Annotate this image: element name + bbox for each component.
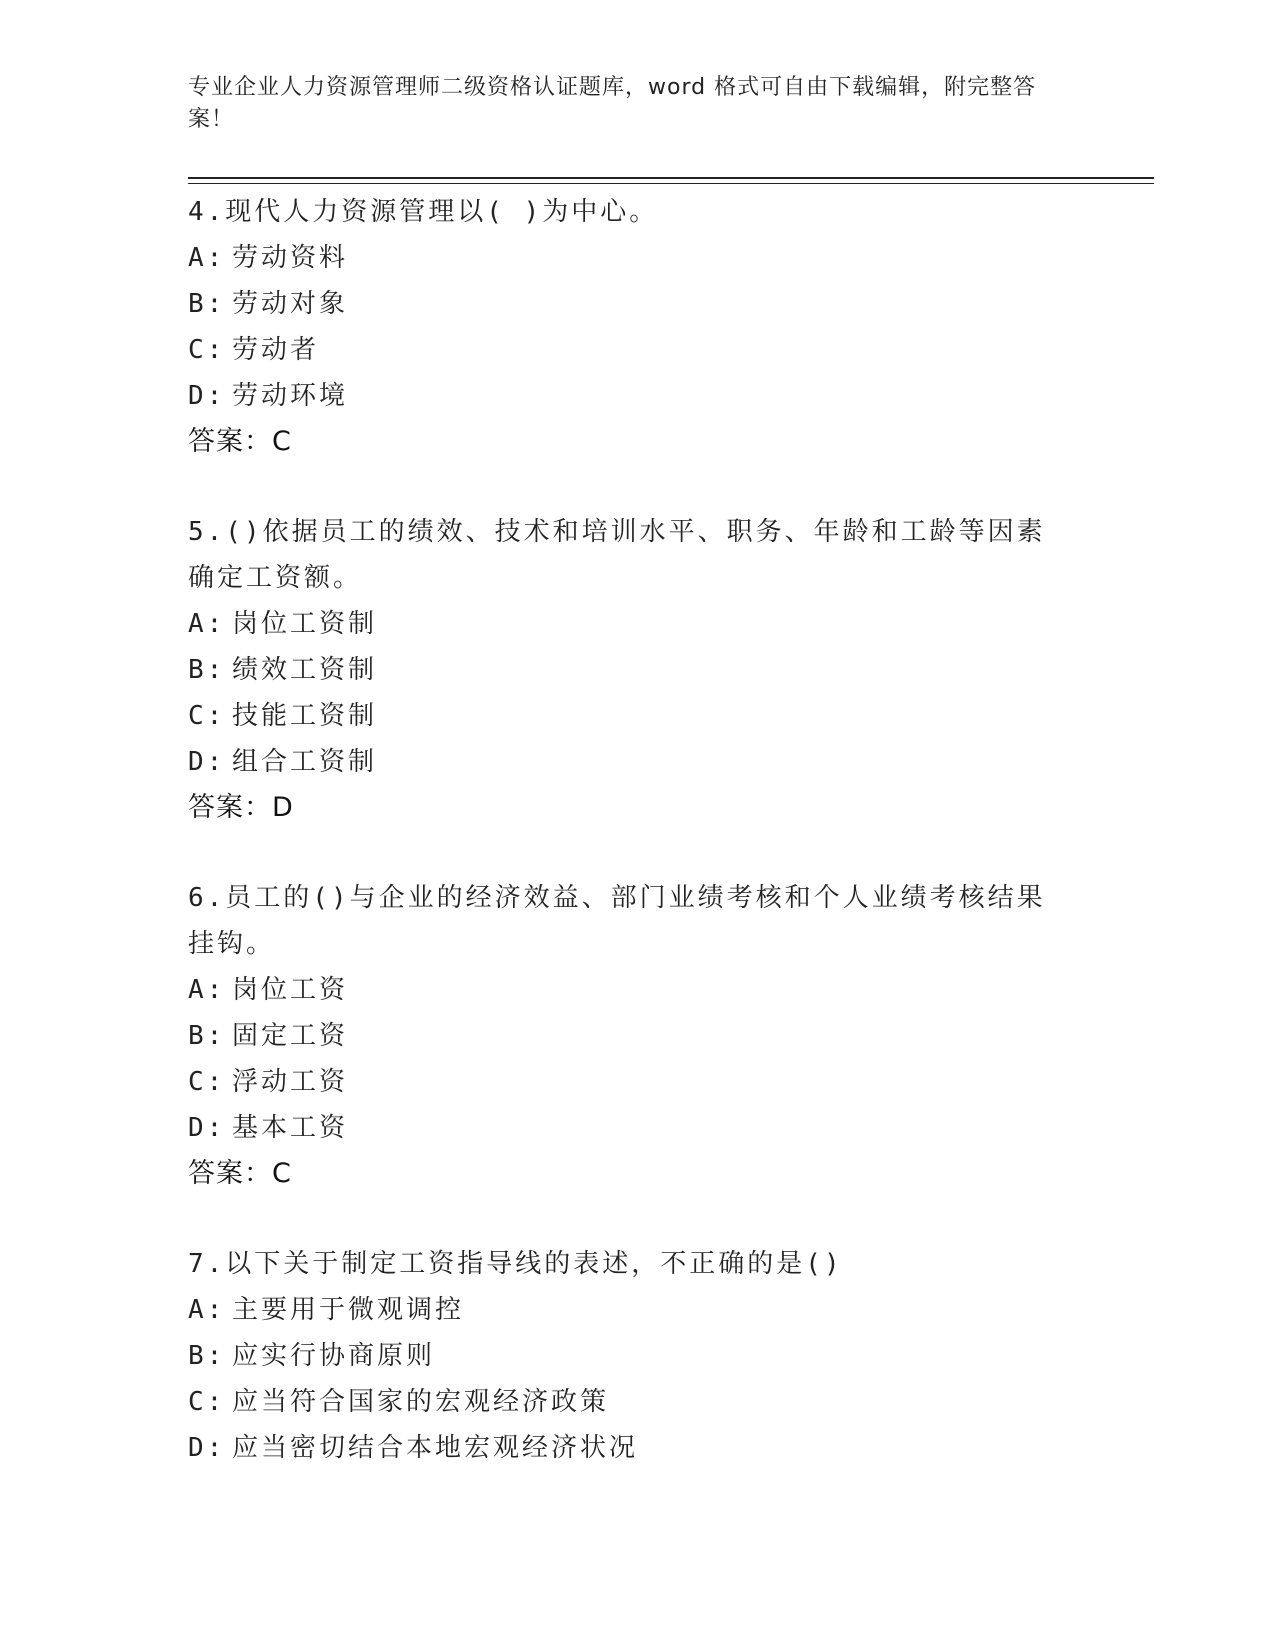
option-letter: B: [188, 1341, 226, 1371]
question-7 [188, 1241, 1068, 1471]
option-letter: B: [188, 289, 226, 319]
option-letter: A: [188, 1295, 226, 1325]
option-b [188, 647, 1068, 693]
option-d [188, 1425, 1068, 1471]
option-d [188, 739, 1068, 785]
option-text: 浮动工资 [232, 1067, 349, 1097]
question-stem: 7.以下关于制定工资指导线的表述，不正确的是() [188, 1249, 843, 1279]
option-b [188, 281, 1068, 327]
answer-line: 答案：C [188, 1158, 292, 1189]
option-text: 绩效工资制 [232, 655, 378, 685]
answer-line: 答案：C [188, 426, 292, 457]
option-text: 技能工资制 [232, 701, 378, 731]
option-letter: D: [188, 381, 226, 411]
option-text: 岗位工资 [232, 975, 349, 1005]
option-text: 主要用于微观调控 [232, 1295, 465, 1325]
option-text: 劳动者 [232, 335, 320, 365]
option-letter: D: [188, 747, 226, 777]
option-letter: A: [188, 975, 226, 1005]
option-d [188, 1105, 1068, 1151]
option-a [188, 967, 1068, 1013]
option-a [188, 1287, 1068, 1333]
option-a [188, 601, 1068, 647]
option-text: 组合工资制 [232, 747, 378, 777]
question-4 [188, 189, 1068, 465]
option-text: 应当符合国家的宏观经济政策 [232, 1387, 610, 1417]
option-text: 劳动对象 [232, 289, 349, 319]
question-stem: 5.()依据员工的绩效、技术和培训水平、职务、年龄和工龄等因素确定工资额。 [188, 517, 1046, 593]
header-rule-thick [188, 177, 1154, 179]
option-letter: B: [188, 1021, 226, 1051]
option-letter: D: [188, 1113, 226, 1143]
option-text: 基本工资 [232, 1113, 349, 1143]
option-letter: C: [188, 701, 226, 731]
header-rule-thin [188, 183, 1154, 184]
option-c [188, 327, 1068, 373]
option-text: 固定工资 [232, 1021, 349, 1051]
question-stem: 6.员工的()与企业的经济效益、部门业绩考核和个人业绩考核结果挂钩。 [188, 883, 1046, 959]
option-b [188, 1333, 1068, 1379]
option-text: 应当密切结合本地宏观经济状况 [232, 1433, 639, 1463]
answer-line: 答案：D [188, 792, 294, 823]
question-6 [188, 875, 1068, 1197]
option-c [188, 1379, 1068, 1425]
option-letter: A: [188, 609, 226, 639]
option-letter: C: [188, 1387, 226, 1417]
option-letter: C: [188, 335, 226, 365]
option-c [188, 1059, 1068, 1105]
option-text: 应实行协商原则 [232, 1341, 436, 1371]
option-letter: A: [188, 243, 226, 273]
question-stem: 4.现代人力资源管理以( )为中心。 [188, 197, 659, 227]
option-d [188, 373, 1068, 419]
option-letter: B: [188, 655, 226, 685]
page-header: 专业企业人力资源管理师二级资格认证题库，word 格式可自由下载编辑，附完整答案！ [188, 75, 1037, 132]
option-text: 劳动资料 [232, 243, 349, 273]
option-a [188, 235, 1068, 281]
option-letter: C: [188, 1067, 226, 1097]
option-text: 岗位工资制 [232, 609, 378, 639]
question-list [188, 189, 1068, 1515]
option-b [188, 1013, 1068, 1059]
option-letter: D: [188, 1433, 226, 1463]
option-text: 劳动环境 [232, 381, 349, 411]
question-5 [188, 509, 1068, 831]
option-c [188, 693, 1068, 739]
